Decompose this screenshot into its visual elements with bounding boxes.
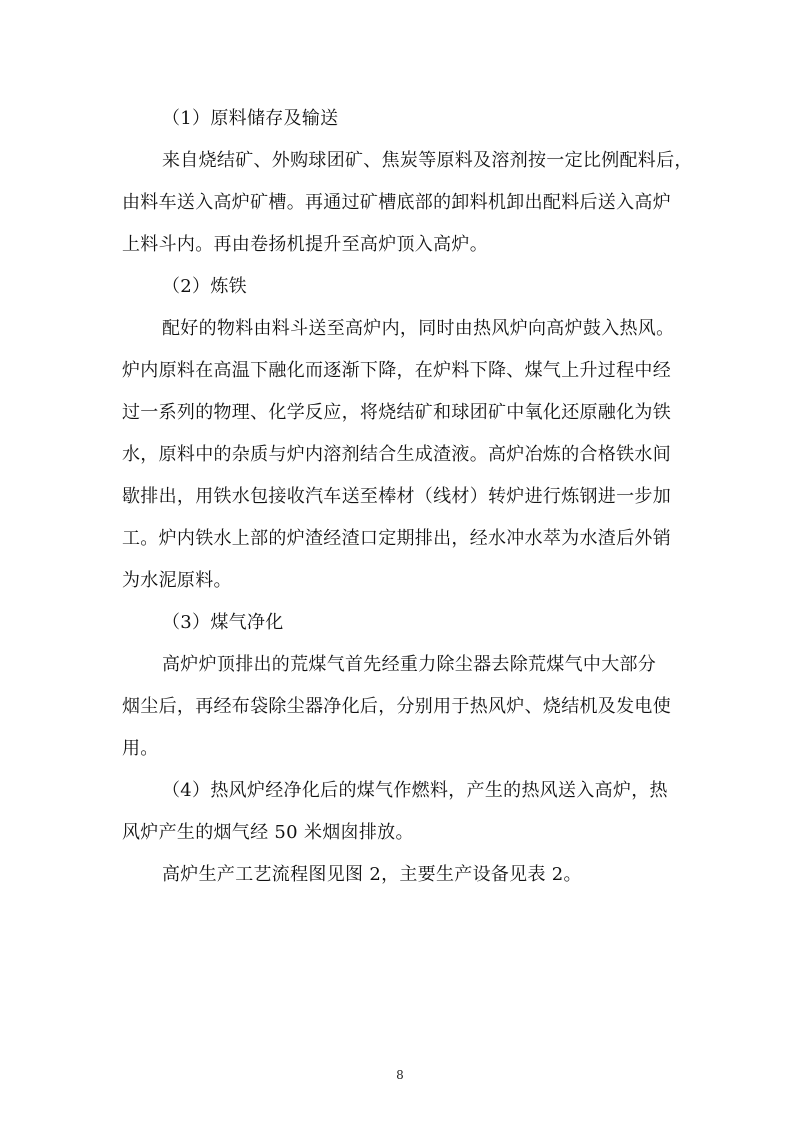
paragraph-line: 炉内原料在高温下融化而逐渐下降，在炉料下降、煤气上升过程中经: [122, 360, 671, 381]
section-heading-ironmaking: （2）炼铁: [162, 276, 247, 297]
paragraph-line: 水，原料中的杂质与炉内溶剂结合生成渣液。高炉冶炼的合格铁水间: [122, 444, 671, 465]
page-number: 8: [396, 1068, 404, 1082]
paragraph-line: 歇排出，用铁水包接收汽车送至棒材（线材）转炉进行炼钢进一步加: [122, 486, 671, 507]
paragraph-line: 配好的物料由料斗送至高炉内，同时由热风炉向高炉鼓入热风。: [162, 318, 675, 339]
paragraph-line: 为水泥原料。: [122, 570, 232, 591]
paragraph-line: 上料斗内。再由卷扬机提升至高炉顶入高炉。: [122, 234, 488, 255]
paragraph-line: 用。: [122, 738, 159, 759]
paragraph-line: 高炉炉顶排出的荒煤气首先经重力除尘器去除荒煤气中大部分: [162, 654, 657, 675]
document-body: [122, 98, 692, 896]
section-heading-raw-material: （1）原料储存及输送: [162, 108, 339, 129]
paragraph-line: 来自烧结矿、外购球团矿、焦炭等原料及溶剂按一定比例配料后，: [162, 150, 693, 171]
paragraph-line: 烟尘后，再经布袋除尘器净化后，分别用于热风炉、烧结机及发电使: [122, 696, 671, 717]
paragraph-line-summary: 高炉生产工艺流程图见图 2，主要生产设备见表 2。: [162, 864, 582, 885]
paragraph-line: 工。炉内铁水上部的炉渣经渣口定期排出，经水冲水萃为水渣后外销: [122, 528, 671, 549]
paragraph-line: 风炉产生的烟气经 50 米烟囱排放。: [122, 822, 414, 843]
paragraph-line: 由料车送入高炉矿槽。再通过矿槽底部的卸料机卸出配料后送入高炉: [122, 192, 671, 213]
paragraph-line-hot-stove: （4）热风炉经净化后的煤气作燃料，产生的热风送入高炉，热: [162, 780, 668, 801]
paragraph-line: 过一系列的物理、化学反应，将烧结矿和球团矿中氧化还原融化为铁: [122, 402, 671, 423]
section-heading-gas-purification: （3）煤气净化: [162, 612, 284, 633]
